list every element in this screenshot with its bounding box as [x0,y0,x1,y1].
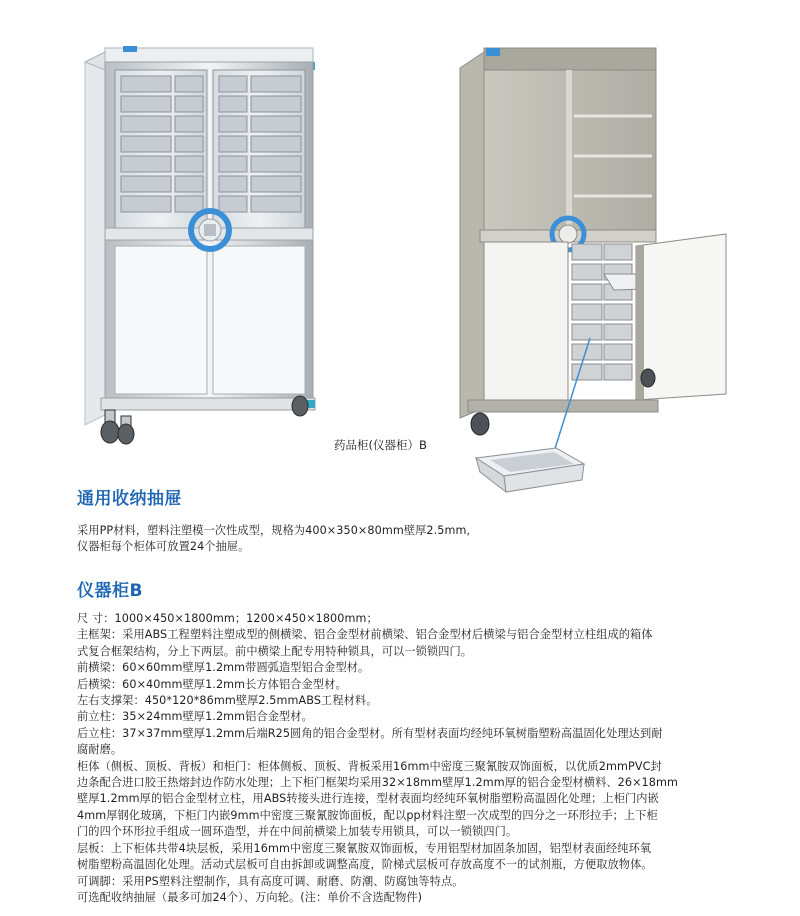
text-line: 可调脚：采用PS塑料注塑制作，具有高度可调、耐磨、防潮、防腐蚀等特点。 [77,874,464,888]
cabinet-open-illustration [440,38,740,448]
text-line: 前横梁：60×60mm壁厚1.2mm带圆弧造型铝合金型材。 [77,661,370,675]
text-line: 采用PP材料，塑料注塑模一次性成型，规格为400×350×80mm壁厚2.5mm, [77,524,471,537]
text-line: 式复合框架结构，分上下两层。前中横梁上配专用特种锁具，可以一锁锁四门。 [77,644,473,658]
text-line: 树脂塑粉高温固化处理。活动式层板可自由拆卸或调整高度，阶梯式层板可存放高度不一的试剂瓶，方便取放物体。 [77,858,653,872]
text-line: 层板：上下柜体共带4块层板，采用16mm中密度三聚氰胺双饰面板，专用铝型材加固条加固，铝型材表面经纯环氧 [77,841,652,855]
text-line: 壁厚1.2mm厚的铝合金型材立柱，用ABS转接头进行连接，型材表面均经纯环氧树脂塑粉高温固化处理；上柜门内嵌 [77,792,659,806]
section-title-drawer: 通用收纳抽屉 [77,489,182,509]
cabinet-closed-illustration [75,40,325,450]
text-line: 柜体（侧板、顶板、背板）和柜门：柜体侧板、顶板、背板采用16mm中密度三聚氰胺双饰面板，以优质2mmPVC封 [77,759,662,773]
text-line: 4mm厚钢化玻璃，下柜门内嵌9mm中密度三聚氰胺饰面板，配以pp材料注塑一次成型的四分之一环形拉手；上下柜 [77,808,658,822]
section-title-cabinet: 仪器柜B [77,581,143,601]
drawer-tray-illustration [470,440,590,500]
text-line: 前立柱：35×24mm壁厚1.2mm铝合金型材。 [77,710,313,724]
text-line: 后横梁：60×40mm壁厚1.2mm长方体铝合金型材。 [77,677,347,691]
text-line: 仪器柜每个柜体可放置24个抽屉。 [77,540,250,554]
text-line: 腐耐磨。 [77,743,123,757]
figure-caption: 药品柜(仪器柜）B [334,438,427,452]
text-line: 主框架：采用ABS工程塑料注塑成型的侧横梁、铝合金型材前横梁、铝合金型材后横梁与铝合金型材立柱组成的箱体 [77,628,653,642]
text-line: 可选配收纳抽屉（最多可加24个）、万向轮。(注：单价不含选配物件) [77,890,423,904]
section-body-cabinet [77,611,737,906]
text-line: 门的四个环形拉手组成一圆环造型，并在中间前横梁上加装专用锁具，可以一锁锁四门。 [77,825,518,839]
text-line: 后立柱：37×37mm壁厚1.2mm后端R25圆角的铝合金型材。所有型材表面均经纯环氧树脂塑粉高温固化处理达到耐 [77,726,663,740]
text-line: 尺 寸：1000×450×1800mm；1200×450×1800mm； [77,612,378,625]
section-body-drawer [77,523,737,556]
text-line: 左右支撑架：450*120*86mm壁厚2.5mmABS工程材料。 [77,694,378,708]
text-line: 边条配合进口胶王热熔封边作防水处理；上下柜门框架均采用32×18mm壁厚1.2mm厚的铝合金型材横料、26×18mm [77,776,678,790]
